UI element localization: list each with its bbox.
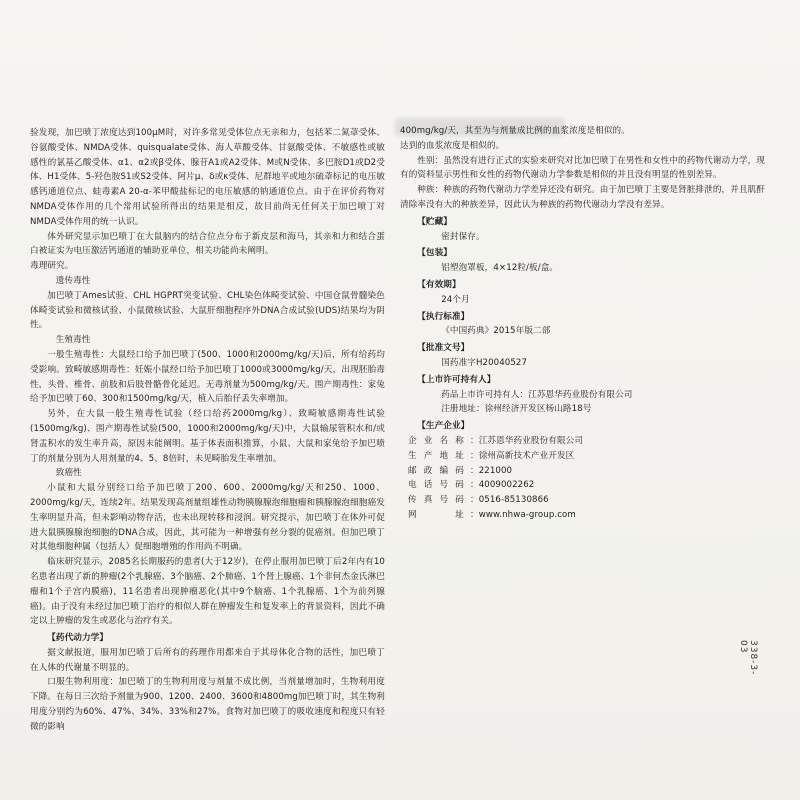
section-heading: 【执行标准】 xyxy=(417,311,470,322)
field-value: 221000 xyxy=(478,465,513,476)
body-paragraph: 小鼠和大鼠分别经口给予加巴喷丁200、600、2000mg/kg/天和250、1000、2000mg/kg/天，连续2年。结果发现高剂量组雄性动物胰腺腺泡细胞瘤和胰腺腺泡细胞癌发生率明显升高，但未影响动物存活，也未出现转移和浸润。研究提示，加巴喷丁在体外可促进大鼠胰腺腺泡细胞的DNA合成，因此，其可能为一种增强有丝分裂的促癌剂。但加巴喷丁对其他细胞种属（包括人）促细胞增殖的作用尚不明确。 xyxy=(30,483,385,553)
body-paragraph: 毒理研究。 xyxy=(30,261,74,272)
subsection-heading: 遗传毒性 xyxy=(55,275,91,286)
field-label: 传真号码 xyxy=(408,495,464,506)
field-label: 企业名称 xyxy=(408,435,464,446)
manufacturer-field xyxy=(400,508,765,523)
body-paragraph: 另外，在大鼠一般生殖毒性试验（经口给药2000mg/kg）、致畸敏感期毒性试验(1500mg/kg)、围产期毒性试验(500，1000和2000mg/kg/天)中，大鼠输尿管积水和/或肾盂积水的发生率升高，原因未能阐明。基于体表面积推算，小鼠、大鼠和家兔给予加巴喷丁的剂量分别为人用剂量的4、5、8倍时，未见畸胎发生率增加。 xyxy=(30,409,385,464)
field-separator: ： xyxy=(470,509,479,520)
section-heading: 【有效期】 xyxy=(417,279,461,290)
section-value: 药品上市许可持有人：江苏恩华药业股份有限公司 xyxy=(441,389,633,400)
manufacturer-field xyxy=(400,449,765,464)
body-paragraph: 口服生物利用度：加巴喷丁的生物利用度与剂量不成比例，当剂量增加时，生物利用度下降。在每日三次给予剂量为900、1200、2400、3600和4800mg加巴喷丁时，其生物利用度分别约为60%、47%、34%、33%和27%。食物对加巴喷丁的吸收速度和程度只有轻微的影响 xyxy=(30,677,385,732)
left-text-column xyxy=(30,126,385,735)
section-heading: 【包装】 xyxy=(417,248,452,259)
section-value: 密封保存。 xyxy=(441,231,485,242)
body-paragraph: 达到的血浆浓度是相似的。 xyxy=(400,140,505,151)
field-value: 徐州高新技术产业开发区 xyxy=(478,450,575,461)
section-value: 铝塑泡罩板，4×12粒/板/盒。 xyxy=(441,263,559,274)
subsection-heading: 致癌性 xyxy=(55,468,82,479)
body-paragraph: 验发现，加巴喷丁浓度达到100μM时，对许多常见受体位点无亲和力，包括苯二氮䓬受体、谷氨酸受体、NMDA受体、quisqualate受体、海人草酸受体、甘氨酸受体、不敏感性或敏感性的氯基乙酸受体、α1、α2或β受体、腺苷A1或A2受体、M或N受体、多巴胺D1或D2受体、H1受体、5-羟色胺S1或S2受体、阿片μ、δ或κ受体、尼群地平或地尔硫䓬标记的电压敏感钙通道位点、蛙毒素A 20-α-苯甲酸盐标记的电压敏感的钠通道位点。由于在评价药物对NMDA受体作用的几个常用试验所得出的结果是相反，故目前尚无任何关于加巴喷丁对NMDA受体作用的统一认识。 xyxy=(30,128,385,227)
section-heading: 【生产企业】 xyxy=(417,421,470,432)
field-value: 江苏恩华药业股份有限公司 xyxy=(478,435,584,446)
field-label: 电话号码 xyxy=(408,480,464,491)
section-value: 国药准字H20040527 xyxy=(441,357,528,368)
field-separator: ： xyxy=(470,435,479,446)
field-separator: ： xyxy=(470,480,479,491)
section-value: 《中国药典》2015年版二部 xyxy=(441,326,551,337)
field-value: www.nhwa-group.com xyxy=(478,509,576,520)
field-label: 网 址 xyxy=(408,509,464,520)
field-separator: ： xyxy=(470,465,479,476)
section-value: 注册地址：徐州经济开发区杨山路18号 xyxy=(441,404,592,415)
field-value: 4009002262 xyxy=(478,480,535,491)
field-label: 邮政编码 xyxy=(408,465,464,476)
field-label: 生产地址 xyxy=(408,450,464,461)
field-separator: ： xyxy=(470,450,479,461)
manufacturer-field xyxy=(400,478,765,493)
section-heading: 【上市许可持有人】 xyxy=(417,374,496,385)
field-value: 0516-85130866 xyxy=(478,495,549,506)
body-paragraph: 临床研究显示，2085名长期服药的患者(大于12岁)，在停止服用加巴喷丁后2年内有10名患者出现了新的肿瘤(2个乳腺癌、3个脑癌、2个肺癌、1个肾上腺癌、1个非何杰金氏淋巴瘤和1个子宫内膜癌)，11名患者出现肿瘤恶化(其中9个脑癌、1个乳腺癌、1个为前列腺癌)。由于没有未经过加巴喷丁治疗的相似人群在肿瘤发生和复发率上的背景资料，因此不确定以上肿瘤的发生或恶化与治疗有关。 xyxy=(30,557,385,627)
manufacturer-field xyxy=(400,464,765,479)
body-paragraph: 体外研究显示加巴喷丁在大鼠脑内的结合位点分布于新皮层和海马，其亲和力和结合蛋白被证实为电压激活钙通道的辅助亚单位，相关功能尚未阐明。 xyxy=(30,231,385,257)
body-paragraph: 据文献报道，服用加巴喷丁后所有的药理作用都来自于其母体化合物的活性，加巴喷丁在人体的代谢量不明显的。 xyxy=(30,647,385,673)
section-heading: 【批准文号】 xyxy=(417,343,470,354)
subsection-heading: 生殖毒性 xyxy=(55,335,91,346)
manufacturer-field xyxy=(400,493,765,508)
field-separator: ： xyxy=(470,495,479,506)
section-heading: 【贮藏】 xyxy=(417,216,452,227)
section-heading: 【药代动力学】 xyxy=(47,633,109,644)
body-paragraph: 性别：虽然没有进行正式的实验来研究对比加巴喷丁在男性和女性中的药物代谢动力学，现有的资料显示男性和女性的药物代谢动力学参数是相似的并且没有明显的性别差异。 xyxy=(400,155,765,181)
section-value: 24个月 xyxy=(441,294,470,305)
side-print-code: 338-3-03 xyxy=(738,640,758,676)
body-paragraph: 加巴喷丁Ames试验、CHL HGPRT突变试验、CHL染色体畸变试验、中国仓鼠骨髓染色体畸变试验和微核试验、小鼠微核试验、大鼠肝细胞程序外DNA合成试验(UDS)结果均为阴性。 xyxy=(30,290,385,331)
body-paragraph: 种族：种族的药物代谢动力学差异还没有研究。由于加巴喷丁主要是肾脏排泄的，并且肌酐清除率没有大的种族差异，因此认为种族的药物代谢动力学没有差异。 xyxy=(400,185,765,210)
body-paragraph: 一般生殖毒性：大鼠经口给予加巴喷丁(500、1000和2000mg/kg/天)后，所有给药均受影响。致畸敏感期毒性：妊娠小鼠经口给予加巴喷丁1000或3000mg/kg/天，出现胚胎毒性，头骨、椎骨、前肢和后肢骨骼骨化延迟。无毒剂量为500mg/kg/天。围产期毒性：家兔给予加巴喷丁60、300和1500mg/kg/天，植入后胎仔丢失率增加。 xyxy=(30,349,385,405)
right-text-column xyxy=(400,124,765,523)
body-paragraph: 400mg/kg/天，其至为与剂量成比例的血浆浓度是相似的。 xyxy=(400,126,630,136)
manufacturer-field xyxy=(400,434,765,449)
